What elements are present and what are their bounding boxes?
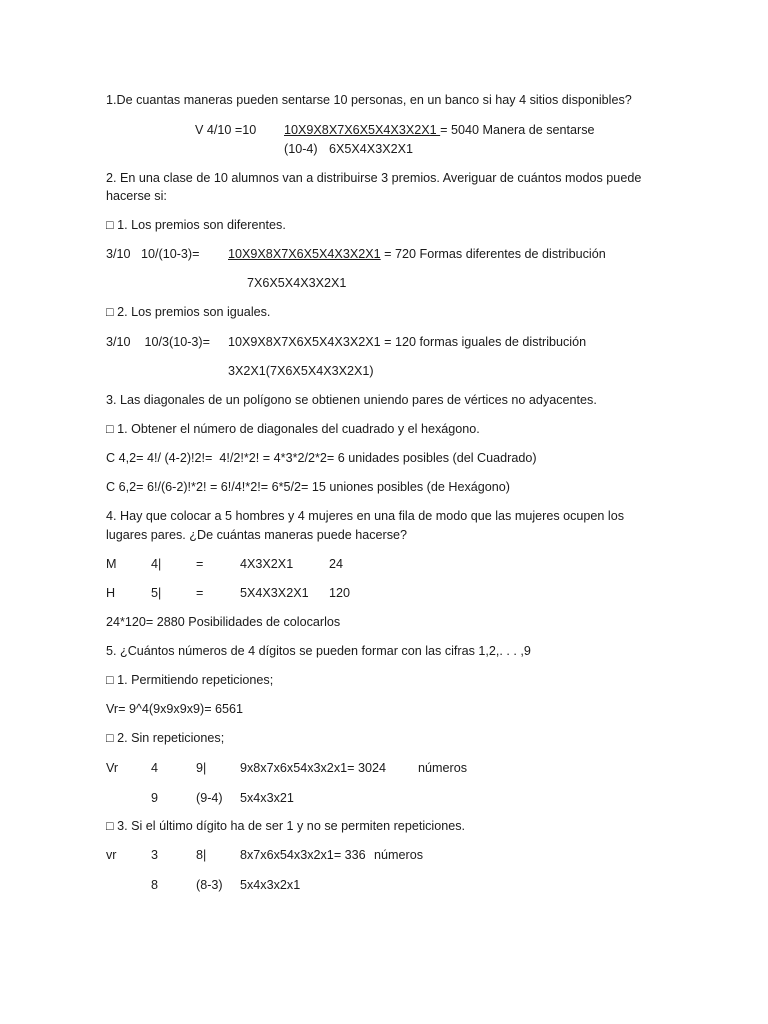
q4-row-m-equals: =	[196, 557, 204, 571]
q5-part2-row1-r: 4	[151, 761, 159, 775]
q5-part3-row2-expansion: 5x4x3x2x1	[240, 878, 301, 892]
q4-row-h-label: H	[106, 586, 116, 600]
q5-part3-row1-r: 3	[151, 848, 159, 862]
q1-denominator-left: (10-4)	[284, 142, 318, 156]
q3-line-c6: C 6,2= 6!/(6-2)!*2! = 6!/4!*2!= 6*5/2= 15 uniones posibles (de Hexágono)	[106, 480, 510, 494]
q5-part2-label: □ 2. Sin repeticiones;	[106, 731, 225, 745]
q5-part2-row2-n: 9	[151, 791, 159, 805]
q5-part3-row1-factorial: 8|	[196, 848, 207, 862]
q4-row-m-factorial: 4|	[151, 557, 162, 571]
q5-part2-row1-factorial: 9|	[196, 761, 207, 775]
q2-part2-formula: 3/10 10/3(10-3)=	[106, 335, 210, 349]
q4-row-h-expansion: 5X4X3X2X1	[240, 586, 309, 600]
q5-part3-row1-expansion: 8x7x6x54x3x2x1= 336	[240, 848, 366, 862]
q1-result: = 5040 Manera de sentarse	[440, 123, 595, 137]
q3-question: 3. Las diagonales de un polígono se obtienen uniendo pares de vértices no adyacentes.	[106, 393, 597, 407]
q4-row-m-label: M	[106, 557, 117, 571]
q4-row-h-value: 120	[329, 586, 351, 600]
q5-part1-label: □ 1. Permitiendo repeticiones;	[106, 673, 274, 687]
q2-part2-denominator: 3X2X1(7X6X5X4X3X2X1)	[228, 364, 374, 378]
q1-numerator: 10X9X8X7X6X5X4X3X2X1	[284, 123, 441, 137]
q1-fraction-top	[284, 122, 595, 138]
q5-part2-row1-unit: números	[418, 761, 467, 775]
q5-part3-row2-n: 8	[151, 878, 159, 892]
q4-row-m-expansion: 4X3X2X1	[240, 557, 294, 571]
q5-part3-row1-unit: números	[374, 848, 423, 862]
q3-line-c4: C 4,2= 4!/ (4-2)!2!= 4!/2!*2! = 4*3*2/2*2= 6 unidades posibles (del Cuadrado)	[106, 451, 537, 465]
q3-part1-label: □ 1. Obtener el número de diagonales del cuadrado y el hexágono.	[106, 422, 480, 436]
q5-part3-row1-label: vr	[106, 848, 117, 862]
q4-row-m-value: 24	[329, 557, 344, 571]
q2-part1-label: □ 1. Los premios son diferentes.	[106, 218, 286, 232]
q5-part2-row1-expansion: 9x8x7x6x54x3x2x1= 3024	[240, 761, 386, 775]
q2-part1-formula: 3/10 10/(10-3)=	[106, 247, 200, 261]
q1-question: 1.De cuantas maneras pueden sentarse 10 personas, en un banco si hay 4 sitios disponibles?	[106, 93, 632, 107]
q2-question-line2: hacerse si:	[106, 189, 167, 203]
q2-part1-result: = 720 Formas diferentes de distribución	[384, 247, 606, 261]
q5-part2-row1-label: Vr	[106, 761, 119, 775]
q2-question-line1: 2. En una clase de 10 alumnos van a distribuirse 3 premios. Averiguar de cuántos modos puede	[106, 171, 642, 185]
q2-part2-numerator-result: 10X9X8X7X6X5X4X3X2X1 = 120 formas iguales de distribución	[228, 335, 587, 349]
q4-total: 24*120= 2880 Posibilidades de colocarlos	[106, 615, 341, 629]
q2-part2-label: □ 2. Los premios son iguales.	[106, 305, 271, 319]
q1-formula-left: V 4/10 =10	[195, 123, 257, 137]
q4-row-h-equals: =	[196, 586, 204, 600]
q5-part2-row2-expansion: 5x4x3x21	[240, 791, 294, 805]
q2-part1-numerator: 10X9X8X7X6X5X4X3X2X1	[228, 247, 381, 261]
q2-part1-fraction-top	[228, 246, 606, 262]
q5-part2-row2-difference: (9-4)	[196, 791, 223, 805]
q2-part1-denominator: 7X6X5X4X3X2X1	[247, 276, 347, 290]
q4-question-line2: lugares pares. ¿De cuántas maneras puede hacerse?	[106, 528, 408, 542]
q4-question-line1: 4. Hay que colocar a 5 hombres y 4 mujeres en una fila de modo que las mujeres ocupen los	[106, 509, 625, 523]
q1-denominator-right: 6X5X4X3X2X1	[329, 142, 414, 156]
q5-part1-formula: Vr= 9^4(9x9x9x9)= 6561	[106, 702, 244, 716]
q5-question: 5. ¿Cuántos números de 4 dígitos se pueden formar con las cifras 1,2,. . . ,9	[106, 644, 531, 658]
q5-part3-row2-difference: (8-3)	[196, 878, 223, 892]
q5-part3-label: □ 3. Si el último dígito ha de ser 1 y no se permiten repeticiones.	[106, 819, 466, 833]
q4-row-h-factorial: 5|	[151, 586, 162, 600]
